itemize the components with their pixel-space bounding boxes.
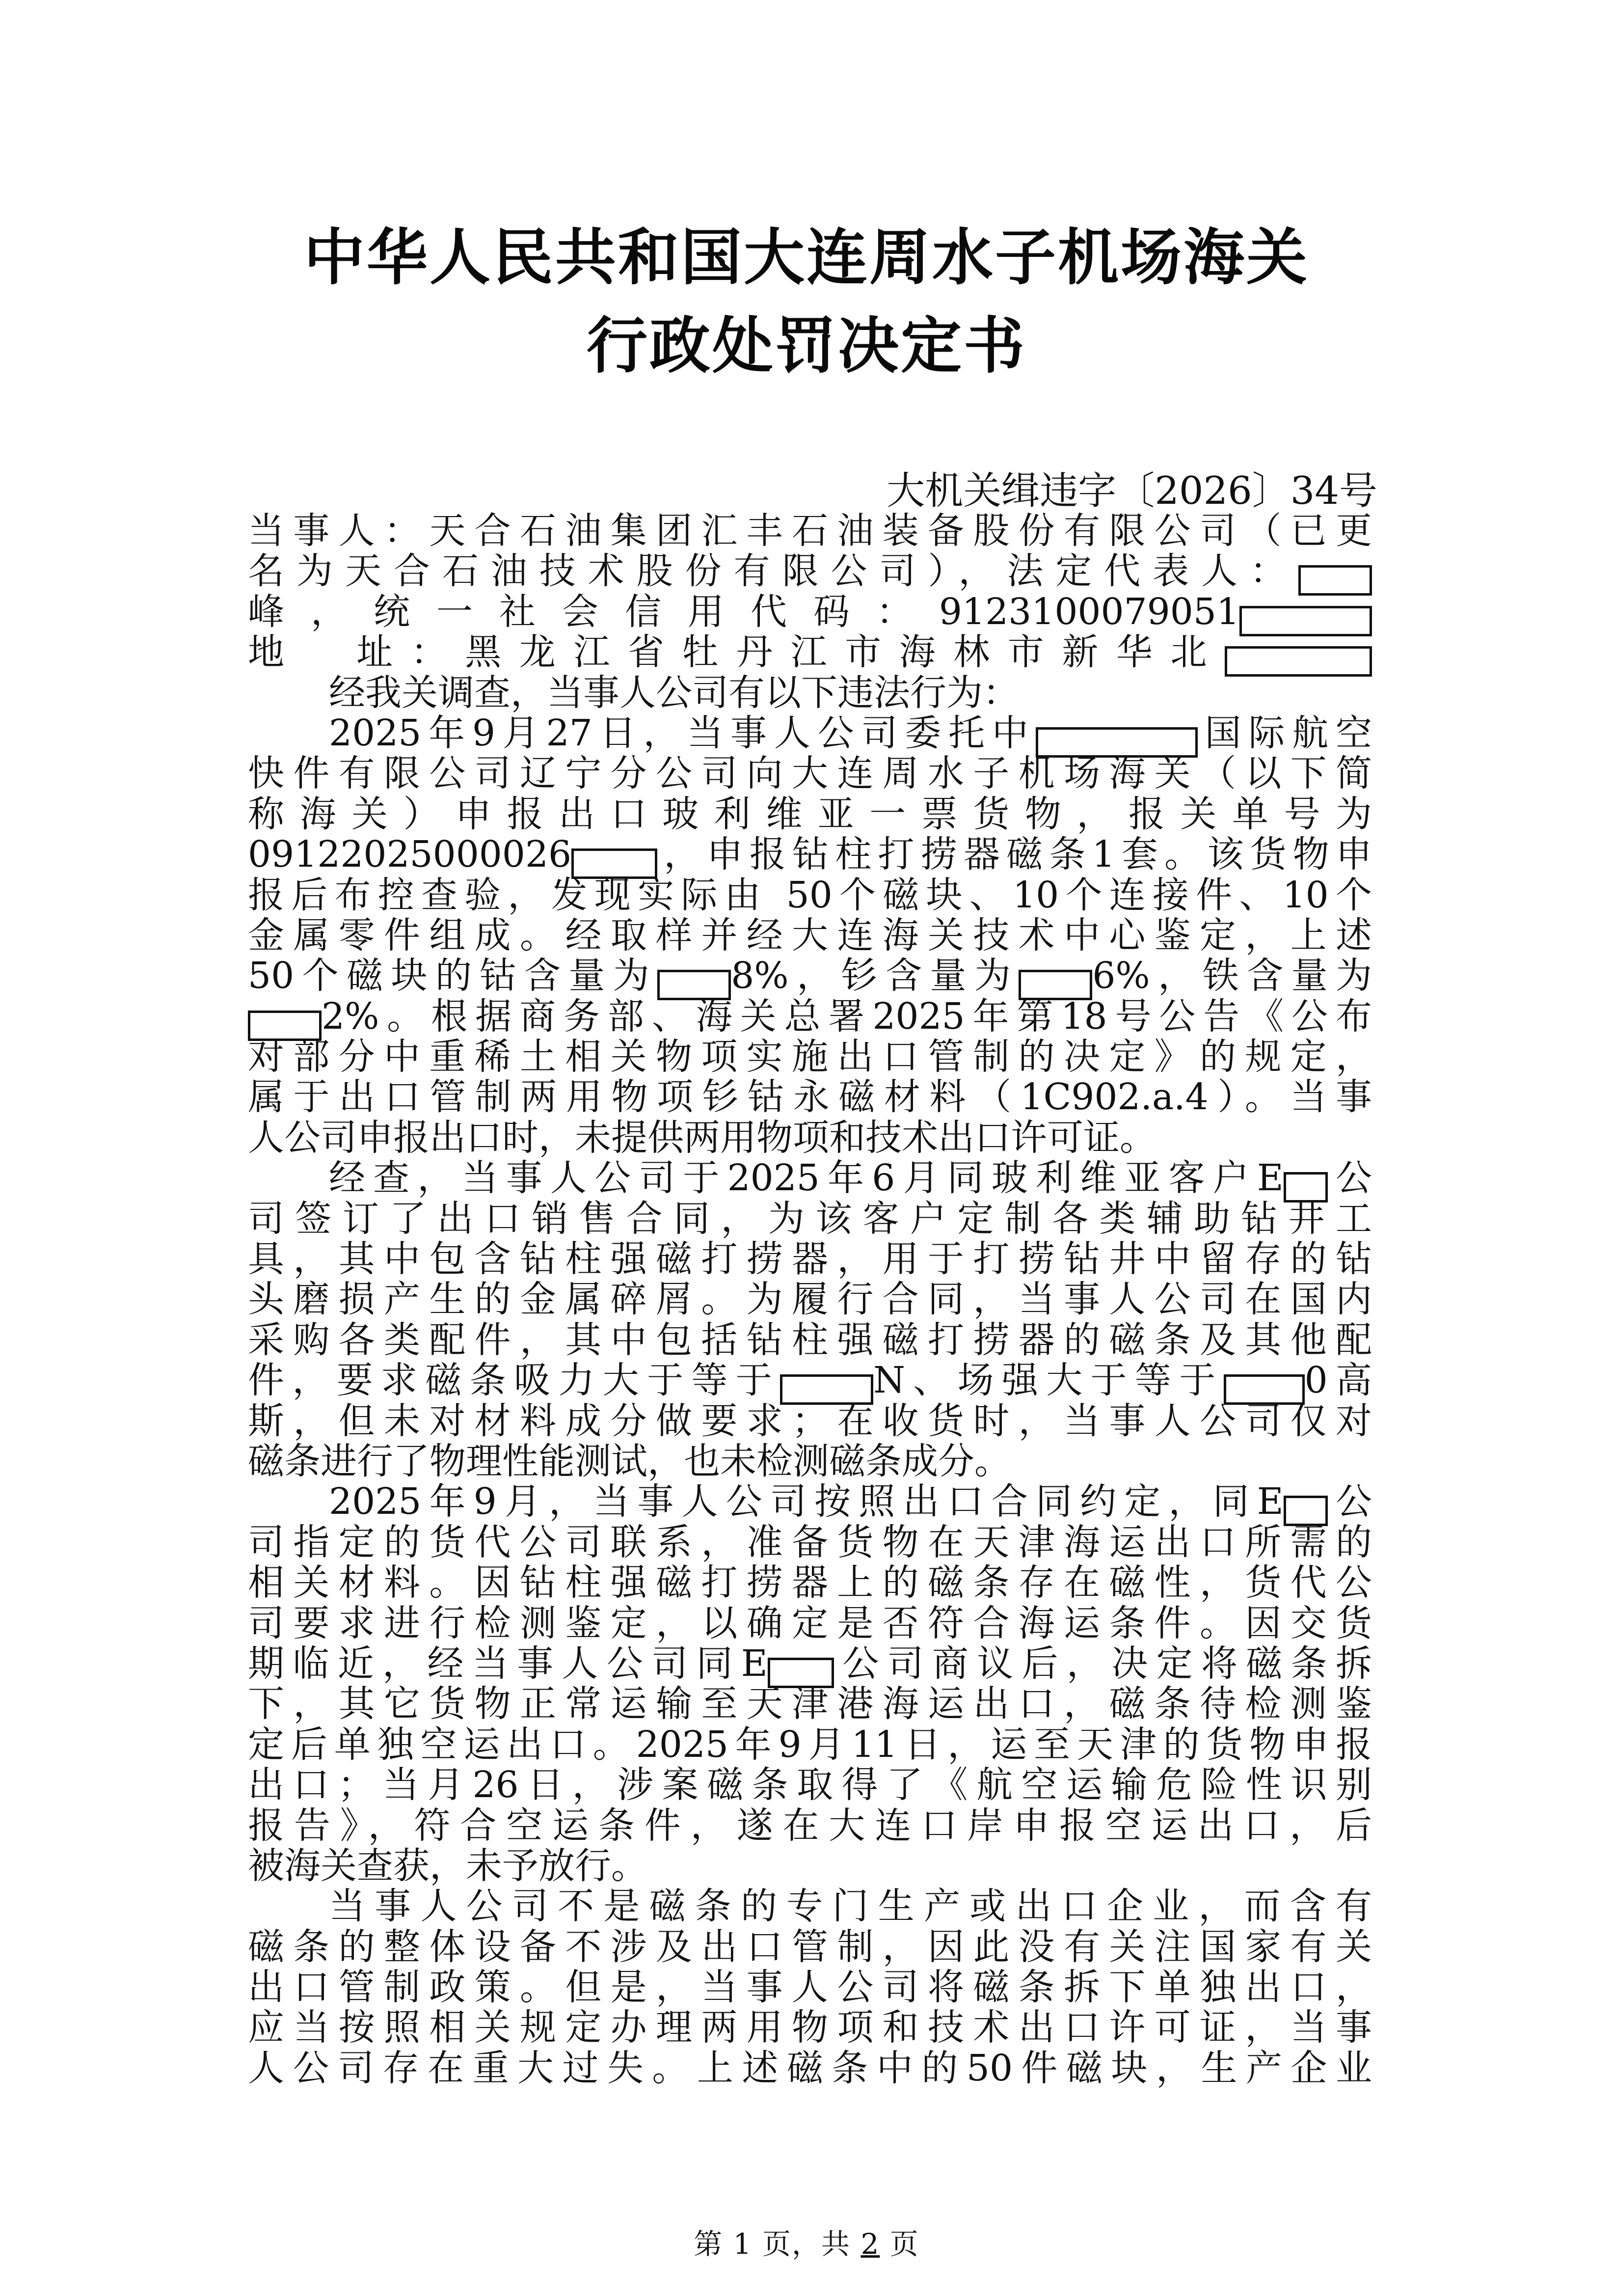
body-text: 件，要求磁条吸力大于等于 bbox=[248, 1359, 780, 1402]
body-text: 09122025000026 bbox=[248, 833, 572, 876]
body-text: 0高 bbox=[1304, 1359, 1372, 1402]
body-line bbox=[248, 2048, 1372, 2088]
body-text: 司签订了出口销售合同，为该客户定制各类辅助钻井工 bbox=[248, 1197, 1372, 1240]
body-text: 金属零件组成。经取样并经大连海关技术中心鉴定，上述 bbox=[248, 914, 1372, 957]
body-text: 下，其它货物正常运输至天津港海运出口，磁条待检测鉴 bbox=[248, 1683, 1372, 1725]
document-title-line1: 中华人民共和国大连周水子机场海关 bbox=[303, 222, 1309, 293]
body-text: 定后单独空运出口。2025年9月11日，运至天津的货物申报 bbox=[248, 1723, 1372, 1766]
body-line bbox=[248, 511, 1372, 551]
document-number: 大机关缉违字〔2026〕34号 bbox=[887, 469, 1377, 513]
page-current: 1 bbox=[733, 2227, 753, 2261]
document-title-line2: 行政处罚决定书 bbox=[586, 311, 1026, 382]
body-text: 经我关调查，当事人公司有以下违法行为： bbox=[329, 671, 1019, 714]
body-text: 国际航空 bbox=[1197, 711, 1372, 754]
body-text: 8%，钐含量为 bbox=[731, 955, 1019, 997]
body-text: 经查，当事人公司于2025年6月同玻利维亚客户E bbox=[329, 1157, 1284, 1200]
body-line bbox=[248, 1724, 1372, 1765]
body-text: 公 bbox=[1327, 1480, 1372, 1523]
body-text: N、场强大于等于 bbox=[873, 1359, 1224, 1402]
body-text: 头磨损产生的金属碎屑。为履行合同，当事人公司在国内 bbox=[248, 1278, 1372, 1321]
body-line bbox=[248, 875, 1372, 915]
body-text: 属于出口管制两用物项钐钴永磁材料（1C902.a.4）。当事 bbox=[248, 1076, 1372, 1119]
body-text: 人公司存在重大过失。上述磁条中的50件磁块，生产企业 bbox=[248, 2047, 1372, 2089]
body-line bbox=[248, 1481, 1372, 1522]
page-label-prefix: 第 bbox=[694, 2227, 724, 2261]
body-line bbox=[248, 1239, 1372, 1279]
body-text: ，申报钻柱打捞器磁条1套。该货物申 bbox=[657, 833, 1372, 876]
body-text: 快件有限公司辽宁分公司向大连周水子机场海关（以下简 bbox=[248, 752, 1372, 795]
body-line bbox=[248, 1279, 1372, 1319]
body-line bbox=[248, 1846, 1372, 1886]
body-line bbox=[248, 1967, 1372, 2007]
body-line bbox=[248, 753, 1372, 793]
body-text: 当事人：天合石油集团汇丰石油装备股份有限公司（已更 bbox=[248, 510, 1372, 552]
body-text: 磁条进行了物理性能测试，也未检测磁条成分。 bbox=[248, 1440, 1011, 1482]
body-line bbox=[248, 1199, 1372, 1239]
body-line bbox=[248, 2007, 1372, 2048]
body-line bbox=[248, 834, 1372, 875]
body-text: 公司商议后，决定将磁条拆 bbox=[833, 1642, 1372, 1685]
body-line bbox=[248, 632, 1372, 672]
body-text: 采购各类配件，其中包括钻柱强磁打捞器的磁条及其他配 bbox=[248, 1318, 1372, 1361]
body-text: 司要求进行检测鉴定，以确定是否符合海运条件。因交货 bbox=[248, 1602, 1372, 1644]
body-line bbox=[248, 956, 1372, 996]
body-line bbox=[248, 996, 1372, 1037]
body-line bbox=[248, 915, 1372, 956]
body-text: 50个磁块的钴含量为 bbox=[248, 955, 658, 997]
body-line bbox=[248, 794, 1372, 834]
body-line bbox=[248, 713, 1372, 753]
body-text: 名为天合石油技术股份有限公司），法定代表人： bbox=[248, 550, 1298, 593]
page-label-suffix: 页 bbox=[889, 2227, 919, 2261]
body-line bbox=[248, 1037, 1372, 1077]
body-text: 磁条的整体设备不涉及出口管制，因此没有关注国家有关 bbox=[248, 1925, 1372, 1968]
body-text: 地 址：黑龙江省牡丹江市海林市新华北 bbox=[248, 631, 1225, 674]
body-text: 2%。根据商务部、海关总署2025年第18号公告《公布 bbox=[322, 995, 1372, 1038]
body-text: 公 bbox=[1327, 1157, 1372, 1200]
body-line bbox=[248, 1401, 1372, 1441]
body-line bbox=[248, 1603, 1372, 1643]
body-line bbox=[248, 551, 1372, 591]
body-text: 司指定的货代公司联系，准备货物在天津海运出口所需的 bbox=[248, 1521, 1372, 1563]
body-text: 当事人公司不是磁条的专门生产或出口企业，而含有 bbox=[329, 1885, 1372, 1928]
body-text: 2025年9月，当事人公司按照出口合同约定，同E bbox=[329, 1480, 1284, 1523]
body-text: 被海关查获，未予放行。 bbox=[248, 1844, 647, 1887]
body-line bbox=[248, 1927, 1372, 1967]
body-line bbox=[248, 1643, 1372, 1684]
body-text: 报告》，符合空运条件，遂在大连口岸申报空运出口，后 bbox=[248, 1804, 1372, 1847]
body-text: 出口管制政策。但是，当事人公司将磁条拆下单独出口， bbox=[248, 1966, 1372, 2009]
body-line bbox=[248, 1562, 1372, 1603]
page-footer bbox=[0, 2227, 1613, 2261]
body-text: 具，其中包含钻柱强磁打捞器，用于打捞钻井中留存的钻 bbox=[248, 1238, 1372, 1281]
body-text: 应当按照相关规定办理两用物项和技术出口许可证，当事 bbox=[248, 2006, 1372, 2049]
document-body bbox=[248, 511, 1372, 2088]
body-text: 称海关）申报出口玻利维亚一票货物，报关单号为 bbox=[248, 793, 1372, 835]
body-text: 人公司申报出口时，未提供两用物项和技术出口许可证。 bbox=[248, 1116, 1156, 1159]
body-line bbox=[248, 1765, 1372, 1805]
body-line bbox=[248, 1158, 1372, 1198]
page-total: 2 bbox=[860, 2227, 880, 2261]
body-line bbox=[248, 1805, 1372, 1846]
body-line bbox=[248, 1684, 1372, 1724]
body-text: 相关材料。因钻柱强磁打捞器上的磁条存在磁性，货代公 bbox=[248, 1561, 1372, 1604]
body-line bbox=[248, 1886, 1372, 1926]
body-line bbox=[248, 1320, 1372, 1360]
body-line bbox=[248, 1360, 1372, 1400]
body-line bbox=[248, 1441, 1372, 1481]
body-text: 出口；当月26日，涉案磁条取得了《航空运输危险性识别 bbox=[248, 1764, 1372, 1806]
body-line bbox=[248, 1118, 1372, 1158]
body-text: 6%，铁含量为 bbox=[1092, 955, 1372, 997]
body-text: 期临近，经当事人公司同E bbox=[248, 1642, 768, 1685]
body-text: 斯，但未对材料成分做要求；在收货时，当事人公司仅对 bbox=[248, 1399, 1372, 1442]
body-line bbox=[248, 673, 1372, 713]
body-text: 报后布控查验，发现实际由 50个磁块、10个连接件、10个 bbox=[248, 874, 1372, 916]
body-text: 2025年9月27日，当事人公司委托中 bbox=[329, 711, 1036, 754]
page-label-mid: 页，共 bbox=[762, 2227, 851, 2261]
body-line bbox=[248, 1522, 1372, 1562]
body-line bbox=[248, 592, 1372, 632]
body-text: 峰，统一社会信用代码：9123100079051 bbox=[248, 590, 1239, 633]
body-text: 对部分中重稀土相关物项实施出口管制的决定》的规定， bbox=[248, 1036, 1372, 1078]
body-line bbox=[248, 1077, 1372, 1117]
